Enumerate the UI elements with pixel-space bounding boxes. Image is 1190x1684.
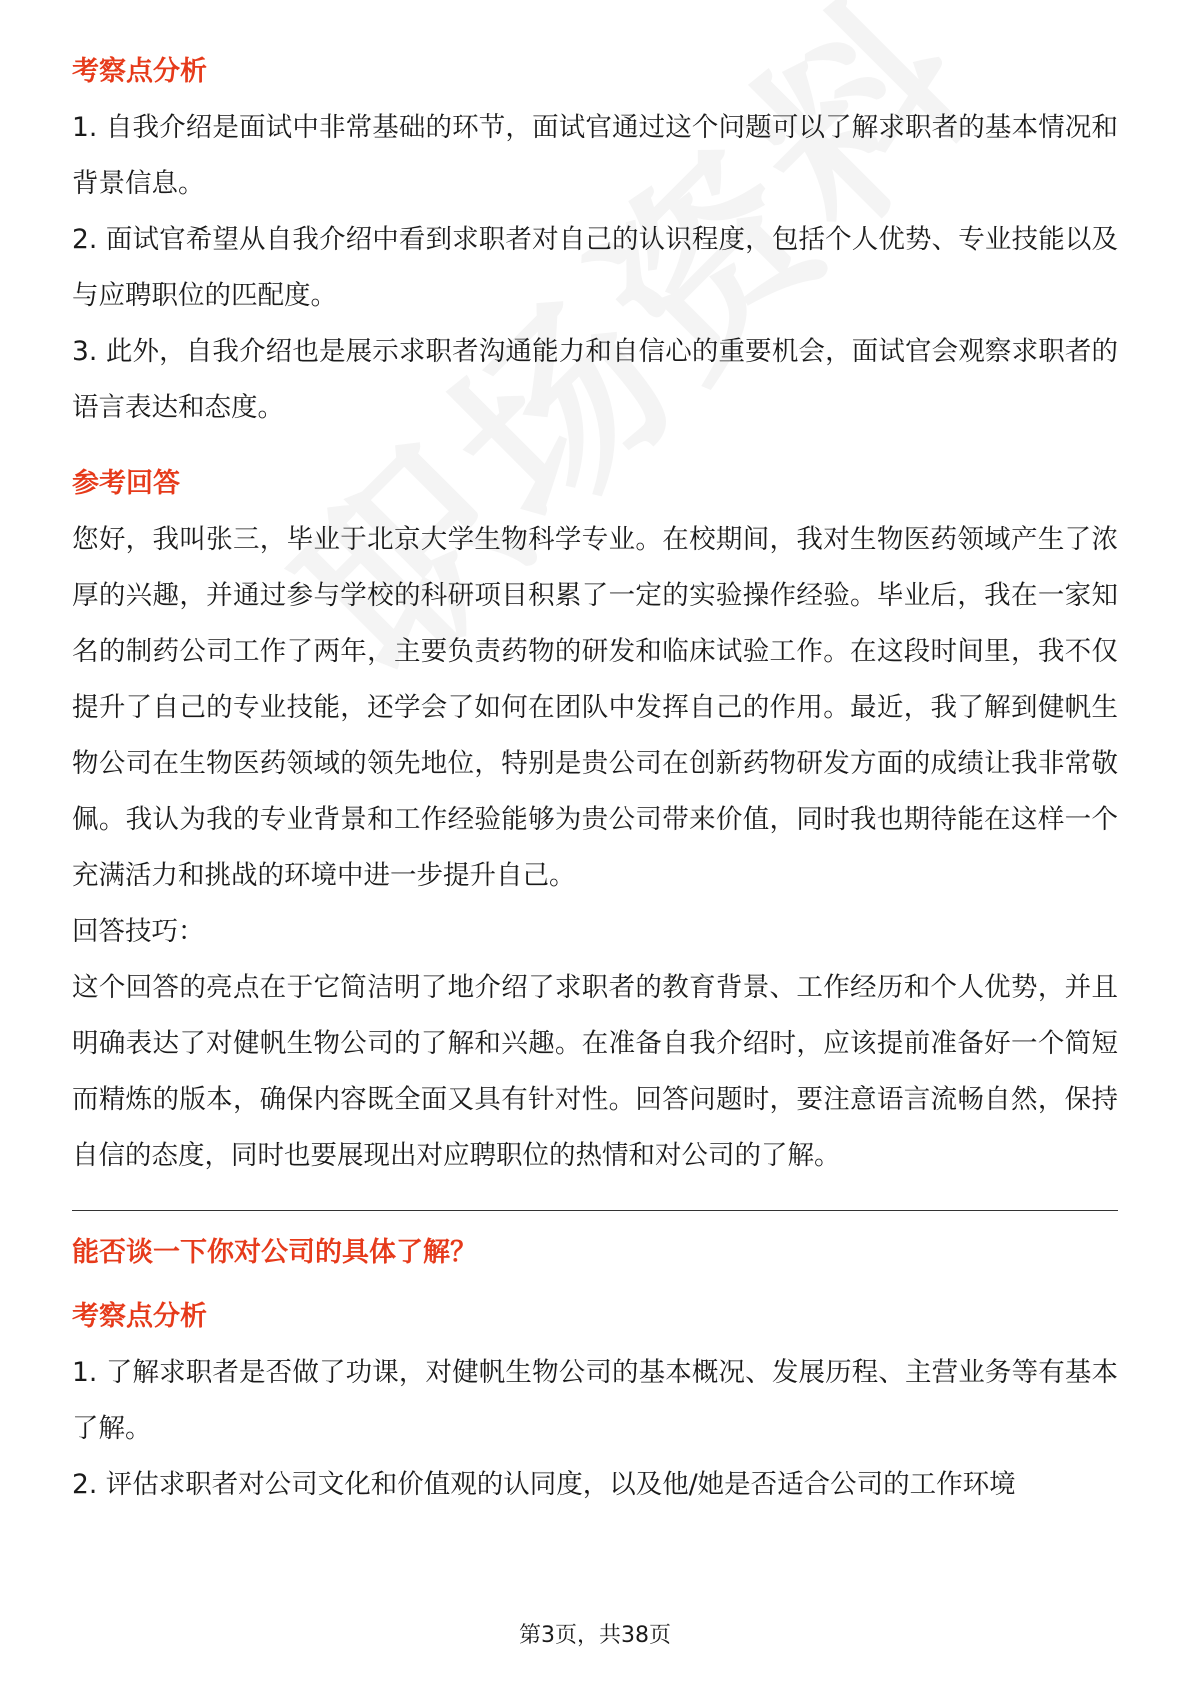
section-divider bbox=[72, 1210, 1118, 1211]
page-content bbox=[72, 44, 1118, 1513]
analysis-heading-2: 考察点分析 bbox=[72, 1301, 207, 1332]
answer-text: 您好，我叫张三，毕业于北京大学生物科学专业。在校期间，我对生物医药领域产生了浓厚的兴趣，并通过参与学校的科研项目积累了一定的实验操作经验。毕业后，我在一家知名的制药公司工作了两年，主要负责药物的研发和临床试验工作。在这段时间里，我不仅提升了自己的专业技能，还学会了如何在团队中发挥自己的作用。最近，我了解到健帆生物公司在生物医药领域的领先地位，特别是贵公司在创新药物研发方面的成绩让我非常敬佩。我认为我的专业背景和工作经验能够为贵公司带来价值，同时我也期待能在这样一个充满活力和挑战的环境中进一步提升自己。 bbox=[72, 524, 1118, 891]
analysis-item: 2. 评估求职者对公司文化和价值观的认同度，以及他/她是否适合公司的工作环境 bbox=[72, 1469, 1016, 1500]
answer-heading: 参考回答 bbox=[72, 468, 180, 499]
analysis-item: 2. 面试官希望从自我介绍中看到求职者对自己的认识程度，包括个人优势、专业技能以及与应聘职位的匹配度。 bbox=[72, 224, 1118, 311]
analysis-heading: 考察点分析 bbox=[72, 56, 207, 87]
analysis-item: 1. 自我介绍是面试中非常基础的环节，面试官通过这个问题可以了解求职者的基本情况和背景信息。 bbox=[72, 112, 1118, 199]
tips-text: 这个回答的亮点在于它简洁明了地介绍了求职者的教育背景、工作经历和个人优势，并且明确表达了对健帆生物公司的了解和兴趣。在准备自我介绍时，应该提前准备好一个简短而精炼的版本，确保内容既全面又具有针对性。回答问题时，要注意语言流畅自然，保持自信的态度，同时也要展现出对应聘职位的热情和对公司的了解。 bbox=[72, 972, 1118, 1171]
page-number: 第3页，共38页 bbox=[519, 1623, 671, 1648]
tips-label: 回答技巧： bbox=[72, 916, 205, 947]
analysis-item: 1. 了解求职者是否做了功课，对健帆生物公司的基本概况、发展历程、主营业务等有基本了解。 bbox=[72, 1357, 1118, 1444]
analysis-item: 3. 此外，自我介绍也是展示求职者沟通能力和自信心的重要机会，面试官会观察求职者的语言表达和态度。 bbox=[72, 336, 1118, 423]
question-heading: 能否谈一下你对公司的具体了解？ bbox=[72, 1237, 477, 1268]
